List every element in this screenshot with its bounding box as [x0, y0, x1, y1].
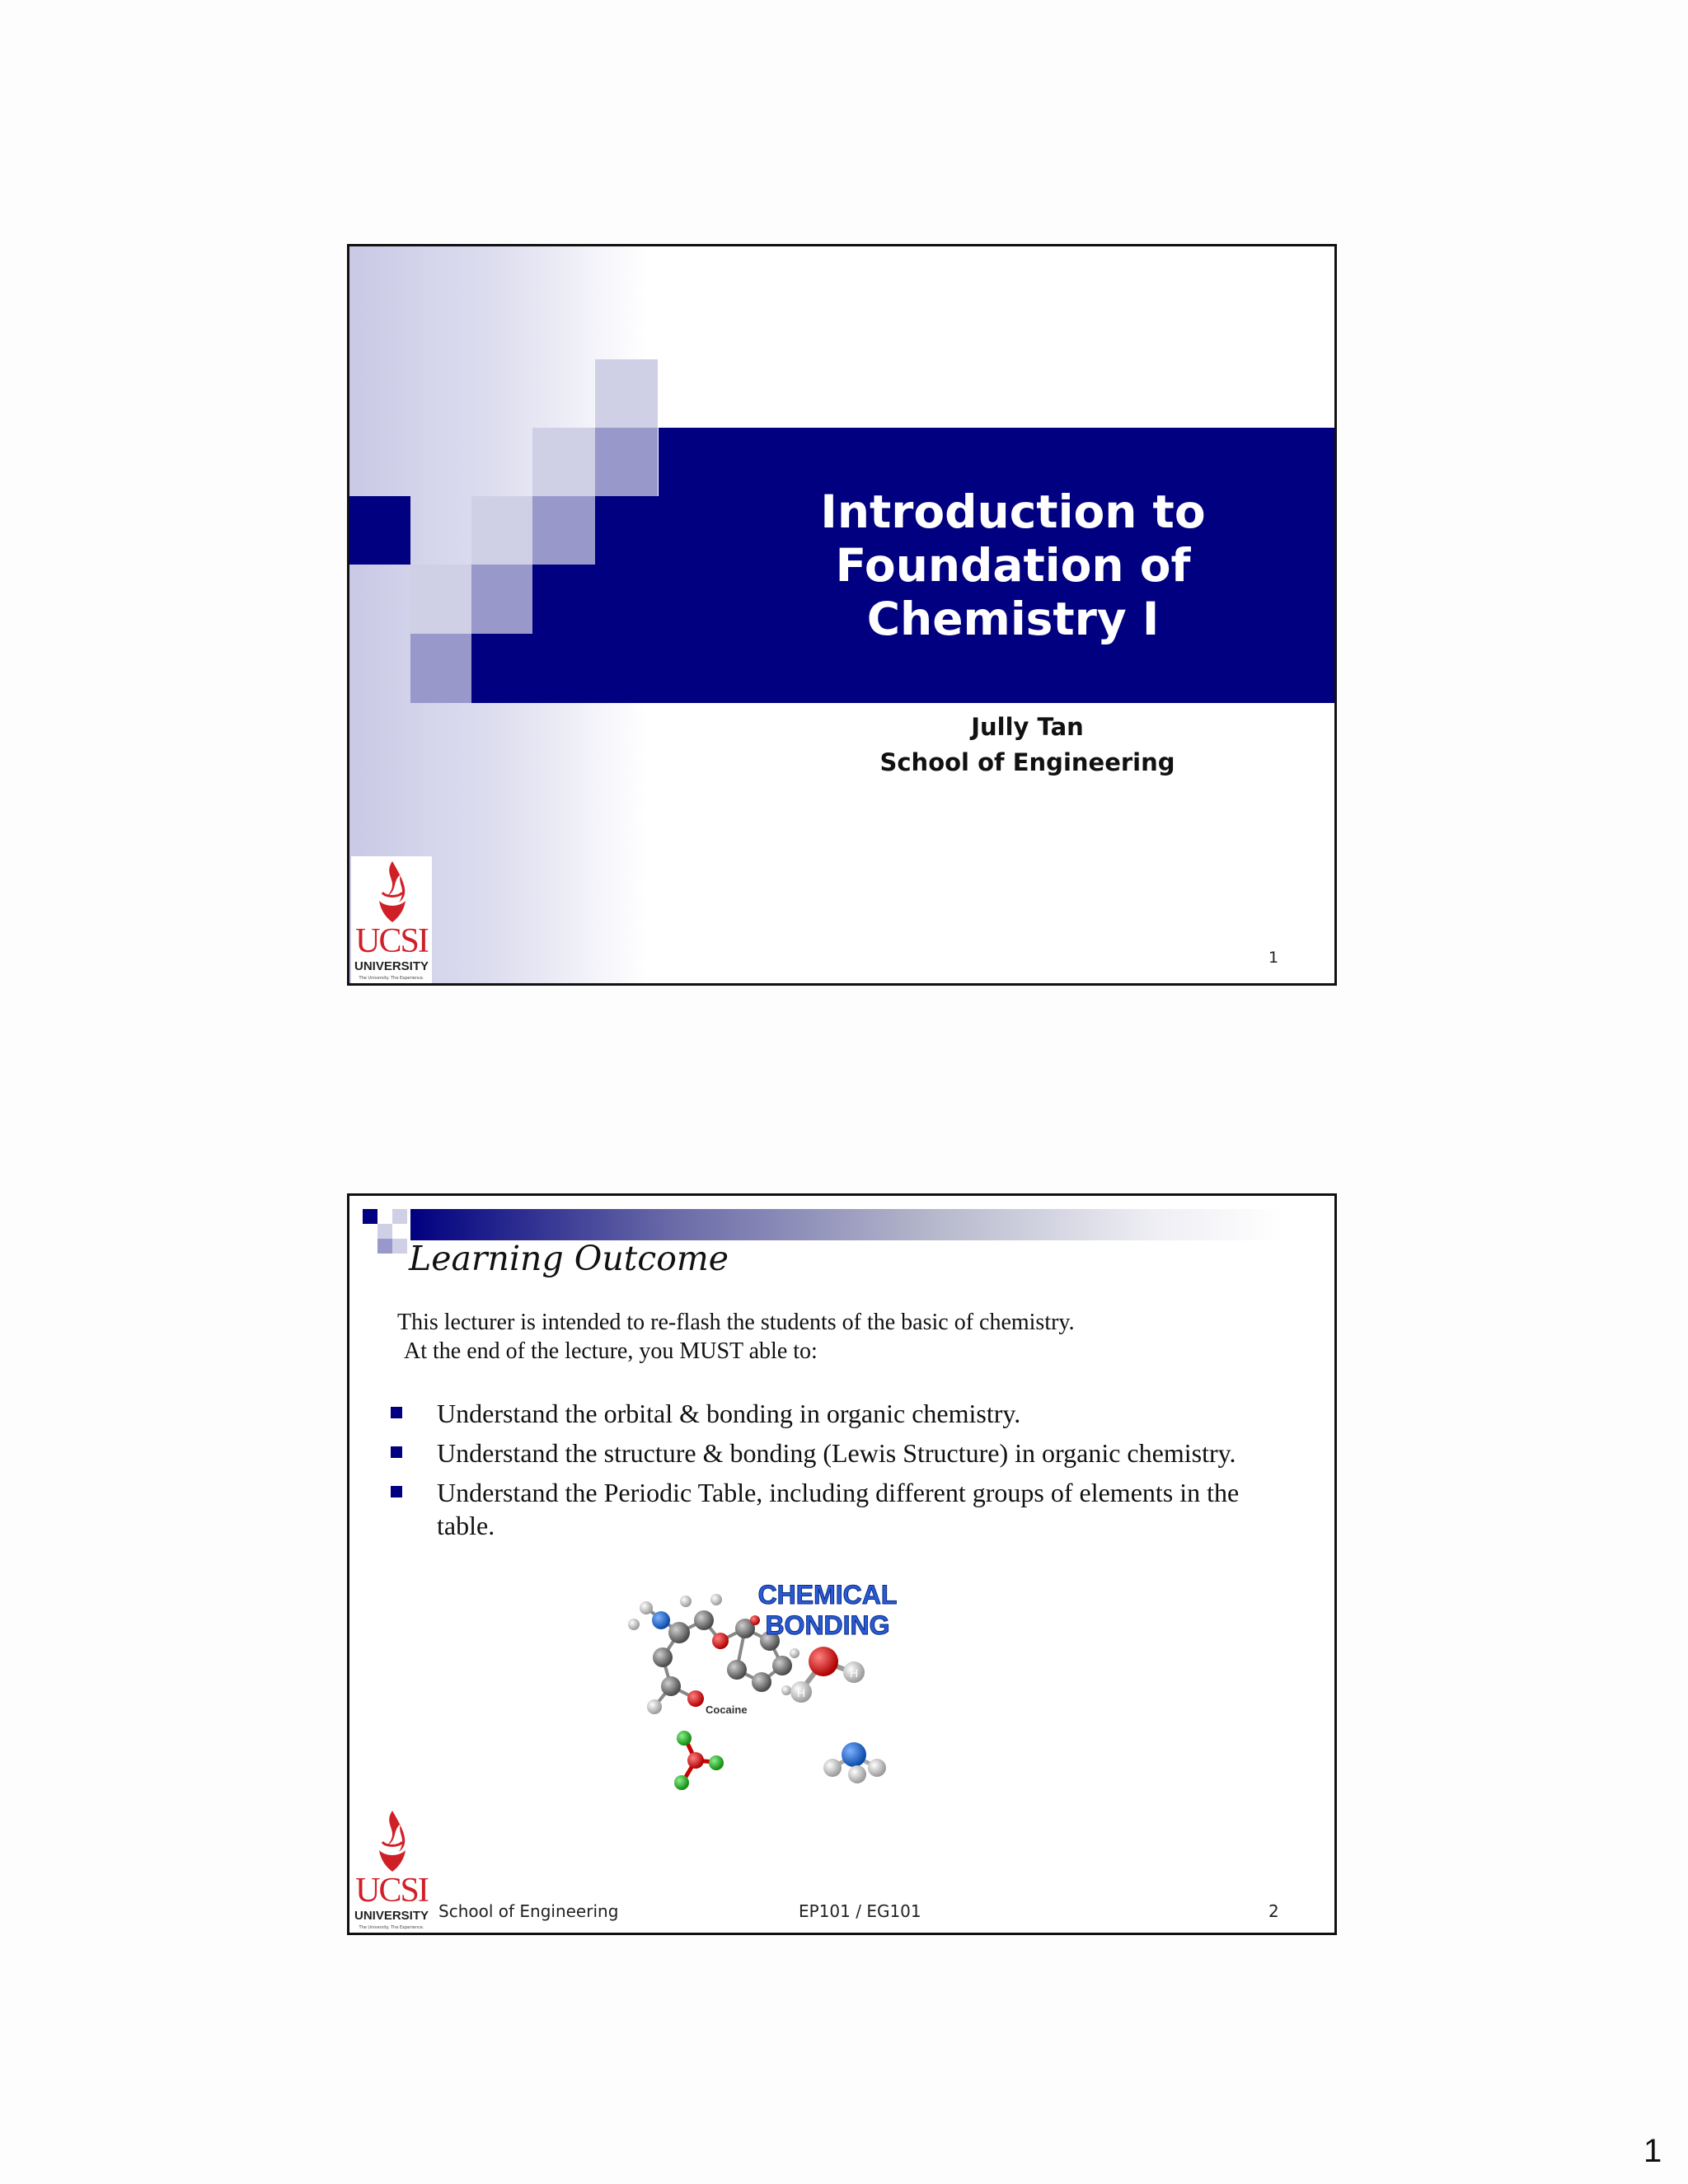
intro-text-line-2: At the end of the lecture, you MUST able to:	[404, 1338, 818, 1364]
list-item-text: Understand the Periodic Table, including different groups of elements in the table.	[437, 1478, 1240, 1540]
logo-subtitle: UNIVERSITY	[354, 1909, 429, 1923]
outcome-list	[391, 1397, 1314, 1549]
title-band-step	[532, 565, 595, 703]
deco-square	[363, 1209, 377, 1224]
title-container	[659, 428, 1334, 703]
list-item	[391, 1397, 1314, 1430]
flame-icon	[368, 1809, 417, 1875]
deco-square	[532, 428, 595, 496]
logo-subtitle: UNIVERSITY	[354, 959, 429, 973]
ucsi-logo	[351, 1806, 432, 1935]
deco-square	[532, 496, 595, 565]
bonding-title-line-1: CHEMICAL	[757, 1580, 898, 1610]
deco-square	[392, 1209, 407, 1224]
page-number: 1	[1643, 2133, 1662, 2169]
deco-square	[392, 1239, 407, 1254]
hydrogen-label: H	[849, 1666, 859, 1680]
hydrogen-label: H	[796, 1686, 806, 1699]
logo-wordmark: UCSI	[355, 1872, 428, 1910]
deco-square	[471, 565, 532, 634]
list-item	[391, 1436, 1314, 1469]
square-bullet-icon	[391, 1446, 402, 1458]
deco-square	[349, 496, 410, 565]
list-item	[391, 1476, 1261, 1542]
slide-heading: Learning Outcome	[409, 1239, 729, 1278]
presenter-name: Jully Tan	[971, 713, 1084, 741]
slide-title: Introduction to Foundation of Chemistry I	[820, 485, 1206, 645]
square-bullet-icon	[391, 1407, 402, 1418]
intro-text-line-1: This lecturer is intended to re-flash the students of the basic of chemistry.	[397, 1310, 1075, 1335]
title-band-step	[595, 496, 659, 703]
title-band-step	[471, 634, 532, 703]
slide-1	[347, 244, 1337, 986]
deco-square	[595, 428, 658, 496]
chemical-bonding-illustration	[613, 1575, 959, 1797]
logo-tagline: The University. The Experience.	[359, 1925, 424, 1930]
header-gradient-bar	[410, 1209, 1284, 1240]
footer-course-code: EP101 / EG101	[799, 1901, 921, 1921]
molecule-label: Cocaine	[706, 1704, 748, 1716]
slide-2	[347, 1193, 1337, 1935]
list-item-text: Understand the structure & bonding (Lewis Structure) in organic chemistry.	[437, 1438, 1236, 1468]
logo-tagline: The University. The Experience.	[359, 976, 424, 981]
deco-square	[410, 634, 471, 703]
deco-square	[595, 359, 658, 428]
logo-wordmark: UCSI	[355, 922, 428, 960]
deco-square	[471, 496, 532, 565]
list-item-text: Understand the orbital & bonding in organic chemistry.	[437, 1399, 1021, 1428]
bonding-title-line-2: BONDING	[765, 1610, 890, 1640]
slide-number: 1	[1268, 949, 1279, 967]
flame-icon	[368, 860, 417, 926]
deco-square	[377, 1239, 392, 1254]
deco-square	[410, 565, 471, 634]
deco-square	[377, 1224, 392, 1239]
department-name: School of Engineering	[879, 748, 1175, 776]
ucsi-logo	[351, 856, 432, 986]
slide-number: 2	[1268, 1901, 1279, 1921]
square-bullet-icon	[391, 1486, 402, 1497]
footer-school: School of Engineering	[438, 1901, 619, 1921]
